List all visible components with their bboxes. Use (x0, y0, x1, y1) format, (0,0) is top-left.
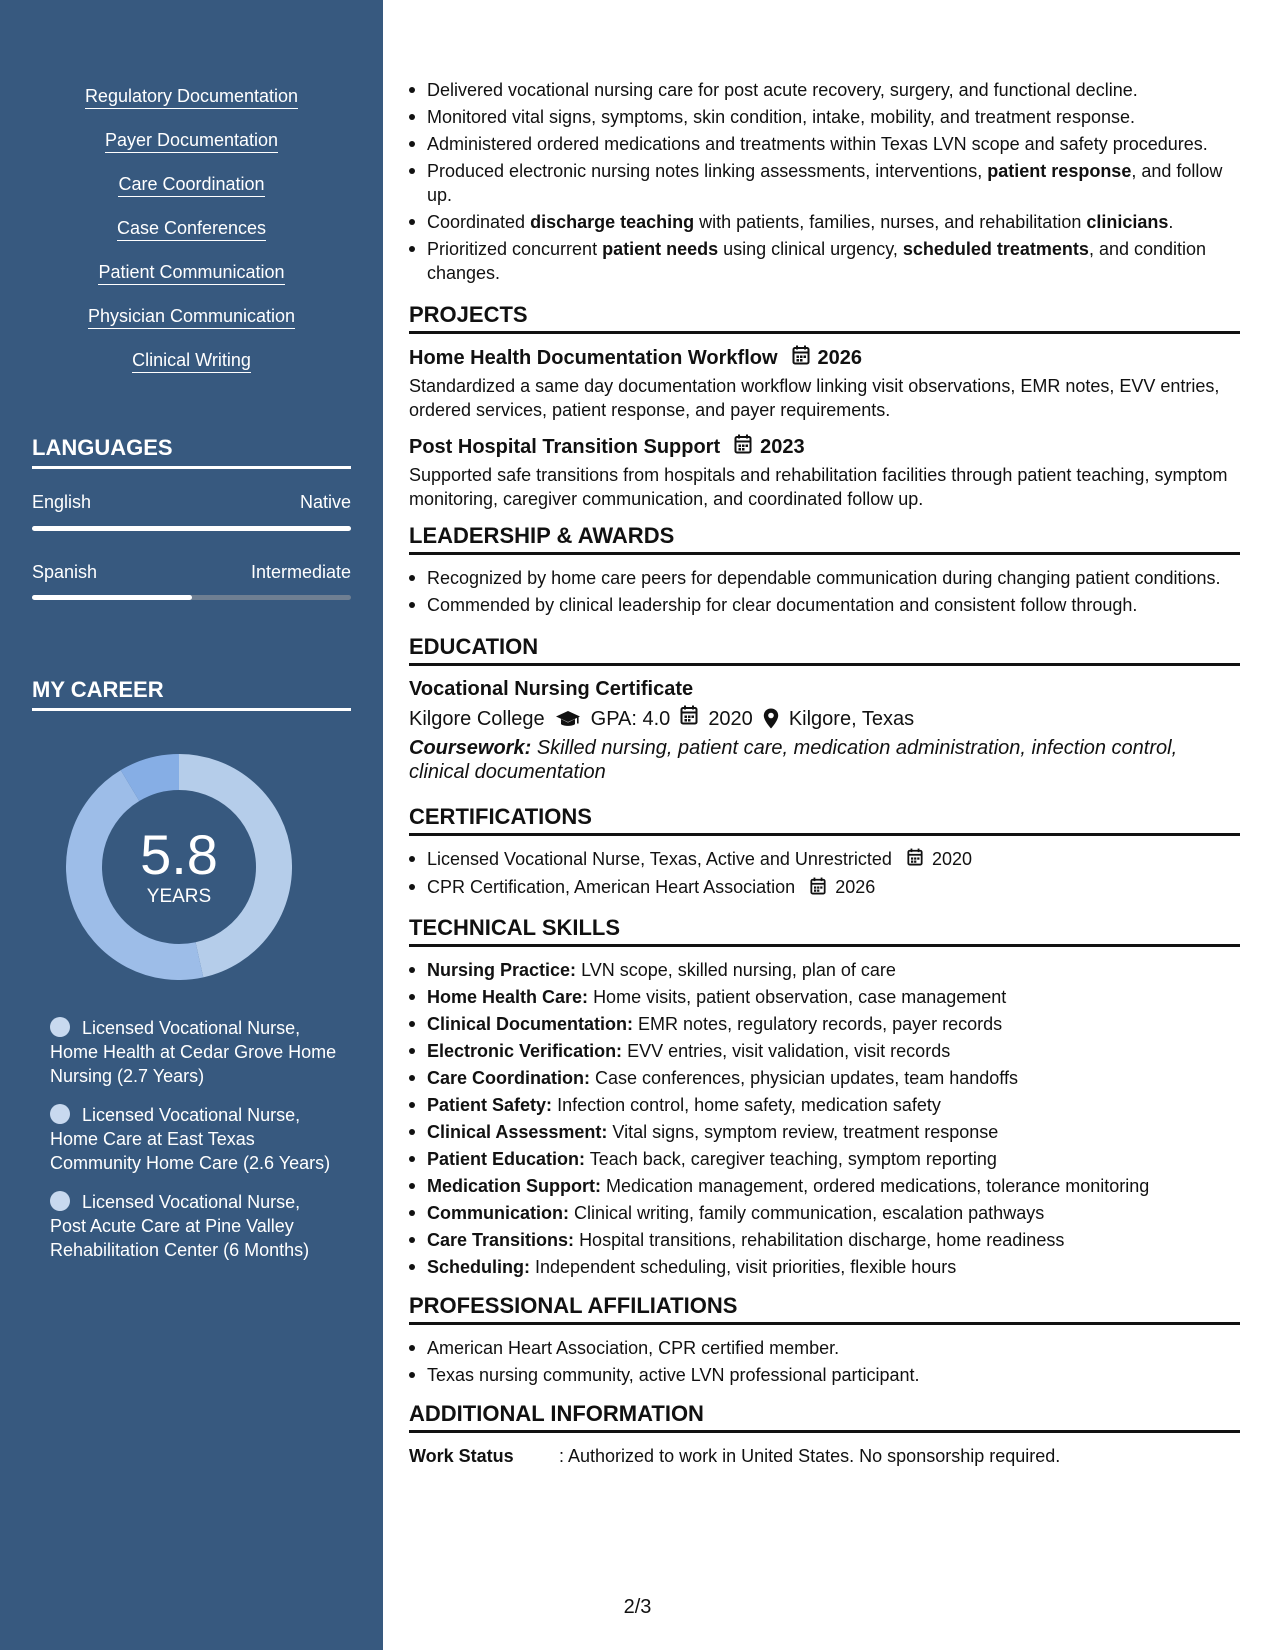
certification-item (409, 847, 1240, 872)
technical-skill-value: Case conferences, physician updates, team handoffs (595, 1067, 1018, 1088)
technical-skill-item (409, 1039, 1240, 1063)
certifications-section (409, 804, 1240, 901)
career-years-unit: YEARS (146, 886, 212, 907)
project-entry (409, 434, 1240, 511)
skill-tag: Patient Communication (98, 262, 284, 285)
skill-tag: Case Conferences (117, 218, 266, 241)
skill-tag: Care Coordination (118, 174, 264, 197)
experience-bullet (409, 210, 1240, 234)
project-year: 2023 (760, 436, 805, 458)
languages-heading: LANGUAGES (32, 435, 351, 469)
language-bar-fill (32, 595, 192, 600)
emphasis-text: patient needs (602, 239, 719, 259)
project-year: 2026 (817, 347, 863, 369)
emphasis-text: scheduled treatments (902, 239, 1089, 259)
career-list (50, 1016, 340, 1277)
leadership-list (409, 566, 1240, 617)
technical-skill-item (409, 1066, 1240, 1090)
graduation-year: 2020 (708, 707, 753, 730)
leadership-item: Recognized by home care peers for dependable communication during changing patient conditions. (409, 566, 1240, 590)
bullet-text: . (1168, 212, 1174, 232)
education-section (409, 634, 1240, 784)
affiliations-list (409, 1336, 1240, 1387)
skill-tag: Physician Communication (88, 306, 295, 329)
bullet-text: with patients, families, nurses, and rehabilitation (694, 212, 1087, 232)
bullet-text: Coordinated (427, 212, 531, 232)
project-description: Standardized a same day documentation workflow linking visit observations, EMR notes, EVV entries, ordered services, patient response, and payer requirements. (409, 376, 1220, 420)
career-total-years: 5.8 (140, 823, 218, 886)
technical-skill-value: Medication management, ordered medications, tolerance monitoring (606, 1175, 1150, 1196)
skill-tag-list (0, 86, 383, 394)
technical-skill-label: Home Health Care: (427, 986, 589, 1007)
experience-bullet (409, 237, 1240, 285)
technical-skill-label: Care Coordination: (427, 1067, 591, 1088)
technical-skill-label: Care Transitions: (427, 1229, 575, 1250)
technical-skill-label: Clinical Documentation: (427, 1013, 634, 1034)
experience-bullet (409, 105, 1240, 129)
technical-skill-label: Communication: (427, 1202, 569, 1223)
technical-skill-label: Patient Education: (427, 1148, 586, 1169)
technical-skill-value: LVN scope, skilled nursing, plan of care (581, 959, 896, 980)
project-name: Post Hospital Transition Support (409, 436, 721, 458)
language-name: English (32, 492, 92, 512)
career-item (50, 1016, 340, 1088)
calendar-icon (810, 877, 826, 901)
section-title: TECHNICAL SKILLS (409, 915, 1240, 947)
language-bar-spanish (32, 595, 351, 600)
emphasis-text: clinicians (1086, 212, 1169, 232)
coursework (409, 736, 1240, 784)
calendar-icon (680, 705, 698, 732)
degree-name: Vocational Nursing Certificate (409, 678, 694, 700)
bullet-text: Delivered vocational nursing care for post acute recovery, surgery, and functional decline. (427, 80, 1138, 100)
technical-skill-value: Home visits, patient observation, case management (593, 986, 1007, 1007)
skill-tag: Regulatory Documentation (85, 86, 298, 109)
technical-skill-value: Teach back, caregiver teaching, symptom reporting (589, 1148, 997, 1169)
section-title: LEADERSHIP & AWARDS (409, 523, 1240, 555)
section-title: ADDITIONAL INFORMATION (409, 1401, 1240, 1433)
technical-skill-item (409, 1228, 1240, 1252)
section-title: CERTIFICATIONS (409, 804, 1240, 836)
school-location: Kilgore, Texas (788, 707, 915, 730)
experience-bullet (409, 159, 1240, 207)
technical-skill-label: Medication Support: (427, 1175, 601, 1196)
project-description: Supported safe transitions from hospitals and rehabilitation facilities through patient teaching, symptom monitoring, caregiver communication, and coordinated follow up. (409, 465, 1228, 509)
technical-skill-value: Infection control, home safety, medication safety (557, 1094, 941, 1115)
technical-skill-value: Vital signs, symptom review, treatment response (612, 1121, 999, 1142)
school-name: Kilgore College (409, 707, 545, 730)
work-status-value: : Authorized to work in United States. No sponsorship required. (559, 1445, 1061, 1466)
technical-skill-value: Hospital transitions, rehabilitation discharge, home readiness (579, 1229, 1065, 1250)
language-row-english (32, 492, 351, 513)
bullet-text: Monitored vital signs, symptoms, skin condition, intake, mobility, and treatment response. (427, 107, 1135, 127)
coursework-label: Coursework: (409, 737, 532, 759)
bullet-text: using clinical urgency, (718, 239, 903, 259)
technical-skill-value: Clinical writing, family communication, escalation pathways (574, 1202, 1045, 1223)
location-pin-icon (763, 708, 779, 729)
additional-info-section (409, 1401, 1240, 1468)
certification-name: Licensed Vocational Nurse, Texas, Active and Unrestricted (427, 849, 892, 869)
technical-skill-item (409, 958, 1240, 982)
project-name: Home Health Documentation Workflow (409, 347, 778, 369)
emphasis-text: patient response (987, 161, 1132, 181)
technical-skill-label: Patient Safety: (427, 1094, 553, 1115)
technical-skills-list (409, 958, 1240, 1279)
technical-skill-item (409, 1012, 1240, 1036)
page-number (0, 1596, 1275, 1619)
bullet-text: , and follow up. (427, 161, 1223, 205)
work-status-label: Work Status (409, 1445, 514, 1466)
experience-bullet (409, 78, 1240, 102)
career-heading: MY CAREER (32, 677, 351, 711)
career-item-text: Licensed Vocational Nurse, Post Acute Care at Pine Valley Rehabilitation Center (6 Months) (50, 1192, 310, 1260)
calendar-icon (792, 345, 810, 371)
skill-tag: Clinical Writing (132, 350, 251, 373)
experience-bullets (409, 78, 1240, 285)
career-item (50, 1103, 340, 1175)
technical-skill-item (409, 1174, 1240, 1198)
calendar-icon (907, 848, 923, 872)
technical-skill-item (409, 1147, 1240, 1171)
main-content (409, 78, 1240, 1468)
technical-skill-item (409, 1201, 1240, 1225)
experience-bullet (409, 132, 1240, 156)
skill-tag: Payer Documentation (105, 130, 278, 153)
language-bar-english (32, 526, 351, 531)
coursework-text: Skilled nursing, patient care, medication administration, infection control, clinical documentation (409, 737, 1178, 783)
certification-item (409, 875, 1240, 900)
bullet-text: Produced electronic nursing notes linking assessments, interventions, (427, 161, 988, 181)
career-bullet-icon (50, 1104, 70, 1124)
technical-skill-label: Nursing Practice: (427, 959, 577, 980)
technical-skill-value: EVV entries, visit validation, visit records (627, 1040, 951, 1061)
technical-skill-item (409, 985, 1240, 1009)
career-bullet-icon (50, 1191, 70, 1211)
technical-skills-section (409, 915, 1240, 1279)
technical-skill-item (409, 1120, 1240, 1144)
career-donut-center (66, 754, 292, 980)
technical-skill-value: EMR notes, regulatory records, payer records (638, 1013, 1003, 1034)
page-number-text: 2/3 (623, 1596, 652, 1618)
calendar-icon (734, 434, 752, 460)
affiliation-item: American Heart Association, CPR certified member. (409, 1336, 1240, 1360)
project-entry (409, 345, 1240, 422)
technical-skill-label: Scheduling: (427, 1256, 530, 1277)
language-name: Spanish (32, 562, 98, 582)
emphasis-text: discharge teaching (530, 212, 695, 232)
technical-skill-item (409, 1255, 1240, 1279)
sidebar (0, 0, 383, 1650)
language-level: Native (299, 492, 351, 512)
language-row-spanish (32, 562, 351, 583)
bullet-text: Prioritized concurrent (427, 239, 603, 259)
graduation-cap-icon (555, 709, 581, 729)
career-item-text: Licensed Vocational Nurse, Home Care at East Texas Community Home Care (2.6 Years) (50, 1105, 331, 1173)
education-meta (409, 705, 1240, 732)
gpa: GPA: 4.0 (590, 707, 671, 730)
projects-section (409, 302, 1240, 511)
bullet-text: , and condition changes. (427, 239, 1207, 283)
certifications-list (409, 847, 1240, 901)
technical-skill-item (409, 1093, 1240, 1117)
bullet-text: Administered ordered medications and treatments within Texas LVN scope and safety procedures. (427, 134, 1208, 154)
technical-skill-label: Clinical Assessment: (427, 1121, 608, 1142)
affiliations-section (409, 1293, 1240, 1387)
career-item (50, 1190, 340, 1262)
language-bar-fill (32, 526, 351, 531)
section-title: PROJECTS (409, 302, 1240, 334)
language-level: Intermediate (250, 562, 351, 582)
affiliation-item: Texas nursing community, active LVN professional participant. (409, 1363, 1240, 1387)
certification-year: 2020 (931, 849, 973, 869)
career-item-text: Licensed Vocational Nurse, Home Health at Cedar Grove Home Nursing (2.7 Years) (50, 1018, 337, 1086)
career-donut-chart (66, 754, 292, 980)
certification-name: CPR Certification, American Heart Association (427, 877, 796, 898)
leadership-item: Commended by clinical leadership for clear documentation and consistent follow through. (409, 593, 1240, 617)
career-bullet-icon (50, 1017, 70, 1037)
section-title: EDUCATION (409, 634, 1240, 666)
technical-skill-value: Independent scheduling, visit priorities, flexible hours (535, 1256, 957, 1277)
leadership-section (409, 523, 1240, 617)
technical-skill-label: Electronic Verification: (427, 1040, 623, 1061)
certification-year: 2026 (835, 877, 876, 898)
work-status-row (409, 1444, 1240, 1468)
section-title: PROFESSIONAL AFFILIATIONS (409, 1293, 1240, 1325)
